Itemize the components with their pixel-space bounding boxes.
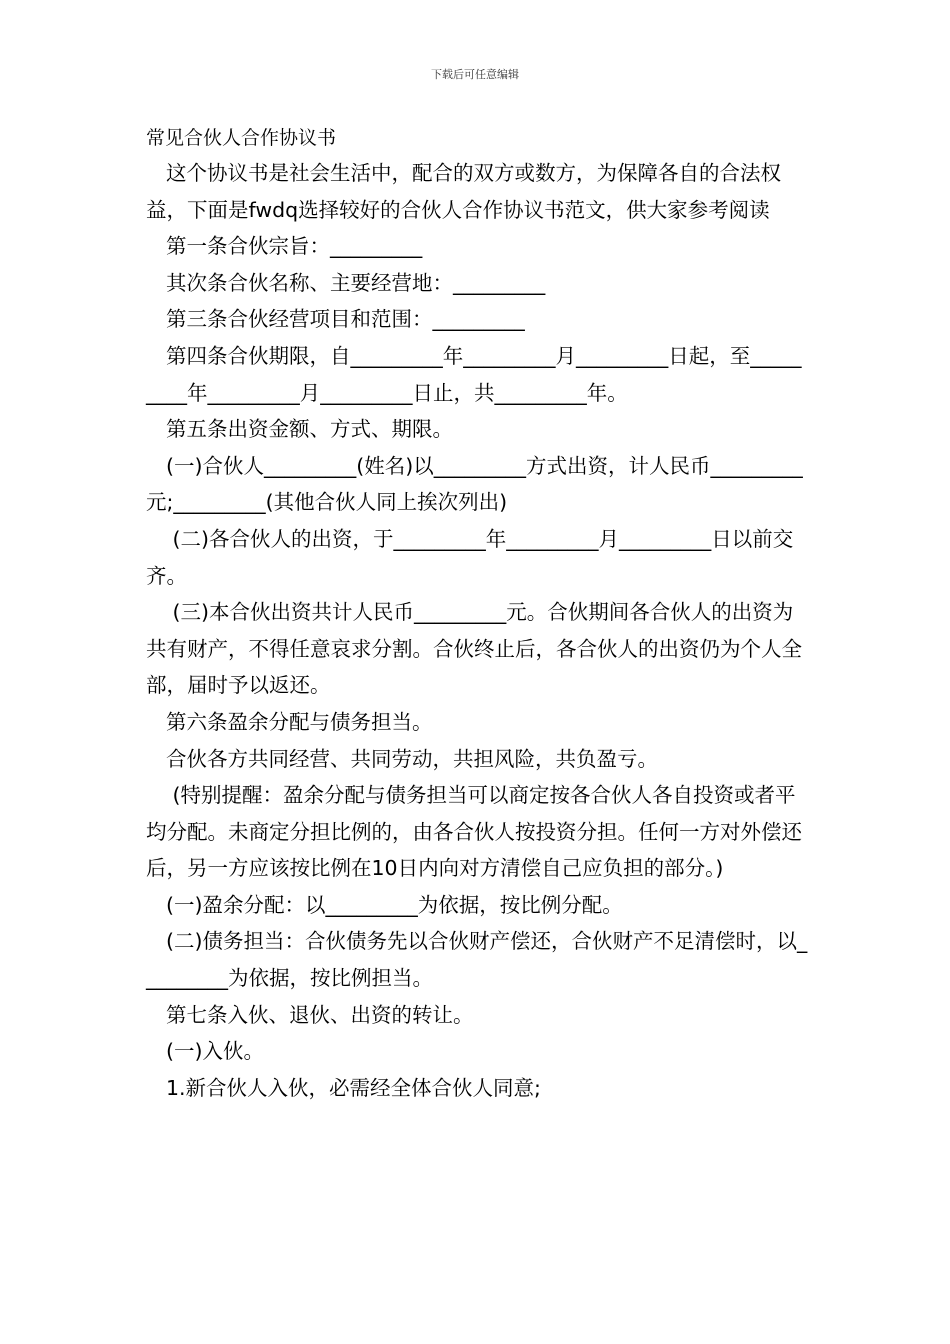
paragraph-article-5-item-1: (一)合伙人_________(姓名)以_________方式出资，计人民币_________元;_________(其他合伙人同上挨次列出) [146, 453, 803, 515]
document-title: 常见合伙人合作协议书 [146, 127, 337, 149]
paragraph-article-6-item-2: (二)债务担当：合伙债务先以合伙财产偿还，合伙财产不足清偿时，以_________为依据，按比例担当。 [146, 929, 808, 991]
paragraph-article-5-item-2: (二)各合伙人的出资，于_________年_________月_________日以前交齐。 [146, 526, 794, 588]
paragraph-intro: 这个协议书是社会生活中，配合的双方或数方，为保障各自的合法权益，下面是fwdq选择较好的合伙人合作协议书范文，供大家参考阅读 [146, 161, 781, 222]
paragraph-article-6-principle: 合伙各方共同经营、共同劳动，共担风险，共负盈亏。 [166, 746, 658, 771]
paragraph-article-4: 第四条合伙期限，自_________年_________月_________日起，至_________年_________月_________日止，共_________年。 [146, 343, 802, 405]
paragraph-article-1: 第一条合伙宗旨：_________ [166, 234, 423, 259]
paragraph-article-7-item-1: (一)入伙。 [166, 1039, 264, 1064]
paragraph-article-6-reminder: (特别提醒：盈余分配与债务担当可以商定按各合伙人各自投资或者平均分配。未商定分担比例的，由各合伙人按投资分担。任何一方对外偿还后，另一方应该按比例在10日内向对方清偿自己应负担的部分。) [146, 783, 802, 881]
paragraph-article-2: 其次条合伙名称、主要经营地：_________ [166, 270, 546, 295]
paragraph-article-6: 第六条盈余分配与债务担当。 [166, 709, 433, 734]
paragraph-article-5-item-3: (三)本合伙出资共计人民币_________元。合伙期间各合伙人的出资为共有财产，不得任意哀求分割。合伙终止后，各合伙人的出资仍为个人全部，届时予以返还。 [146, 600, 802, 698]
document-body [146, 155, 808, 1106]
page-header: 下载后可任意编辑 [431, 68, 519, 81]
paragraph-article-6-item-1: (一)盈余分配：以_________为依据，按比例分配。 [166, 892, 623, 917]
paragraph-article-7: 第七条入伙、退伙、出资的转让。 [166, 1002, 474, 1027]
paragraph-article-5: 第五条出资金额、方式、期限。 [166, 417, 453, 442]
paragraph-article-3: 第三条合伙经营项目和范围：_________ [166, 307, 525, 332]
paragraph-article-7-item-1-clause-1: 1.新合伙人入伙，必需经全体合伙人同意; [166, 1075, 541, 1100]
